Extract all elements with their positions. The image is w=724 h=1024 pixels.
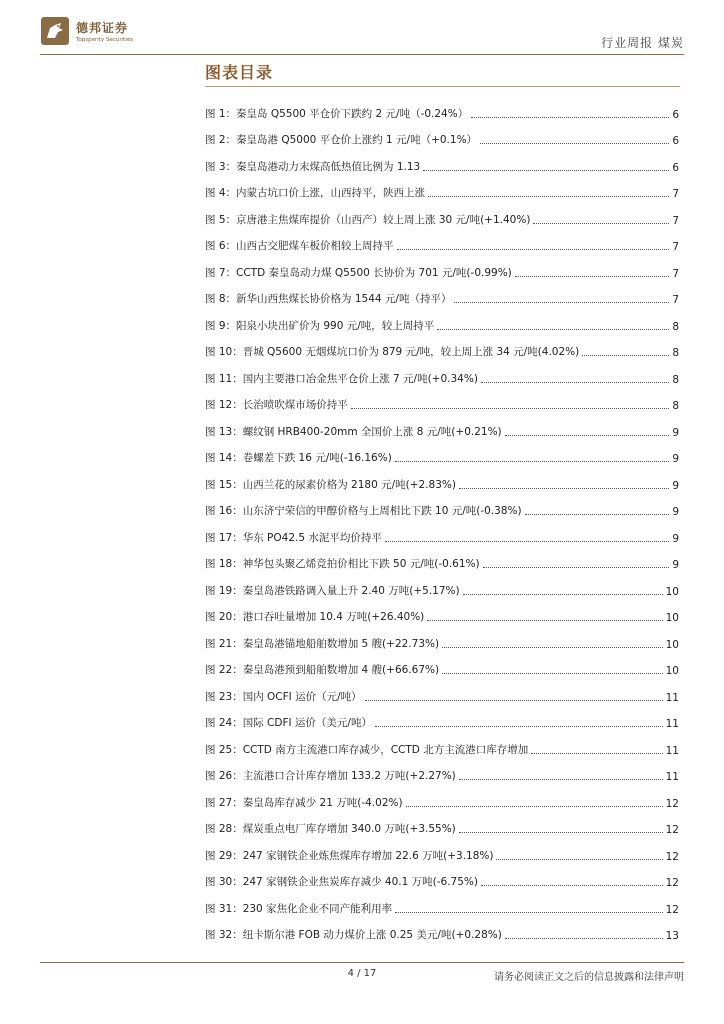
toc-entry-page[interactable]: 7 [672,241,679,253]
toc-dot-leader [375,726,663,727]
toc-entry-label[interactable]: 图 31：230 家焦化企业不同产能利用率 [205,902,393,915]
toc-entry-label[interactable]: 图 19：秦皇岛港铁路调入量上升 2.40 万吨(+5.17%) [205,584,460,597]
toc-entry-page[interactable]: 12 [665,850,679,863]
toc-dot-leader [406,806,663,807]
toc-entry-page[interactable]: 6 [672,161,679,174]
toc-entry-label[interactable]: 图 25：CCTD 南方主流港口库存减少，CCTD 北方主流港口库存增加 [205,743,529,756]
toc-dot-leader [533,223,669,224]
toc-dot-leader [428,196,669,197]
toc-entry-label[interactable]: 图 20：港口吞吐量增加 10.4 万吨(+26.40%) [205,611,425,623]
toc-entry-page[interactable]: 12 [665,903,679,916]
toc-entry-page[interactable]: 11 [665,691,679,704]
toc-dot-leader [463,594,663,595]
toc-entry[interactable] [205,174,679,201]
toc-entry-page[interactable]: 9 [672,532,679,545]
toc-entry[interactable] [205,465,679,492]
toc-entry[interactable] [205,598,679,625]
section-title: 图表目录 [205,63,274,82]
toc-entry-label[interactable]: 图 17：华东 PO42.5 水泥平均价持平 [205,531,382,544]
toc-entry-page[interactable]: 10 [665,585,679,598]
toc-entry-page[interactable]: 9 [672,506,679,518]
toc-dot-leader [480,143,669,144]
toc-dot-leader [423,170,669,171]
toc-dot-leader [505,938,663,939]
toc-entry-page[interactable]: 9 [672,426,679,439]
toc-entry[interactable] [205,94,679,121]
toc-entry[interactable] [205,306,679,333]
toc-entry[interactable] [205,147,679,174]
toc-entry[interactable] [205,359,679,386]
toc-dot-leader [437,329,669,330]
header-divider [40,54,684,55]
toc-entry-label[interactable]: 图 18：神华包头聚乙烯竞拍价相比下跌 50 元/吨(-0.61%) [205,558,480,570]
toc-entry[interactable] [205,889,679,916]
toc-entry[interactable] [205,545,679,572]
toc-entry[interactable] [205,386,679,413]
toc-entry[interactable] [205,412,679,439]
toc-entry-label[interactable]: 图 21：秦皇岛港锚地船舶数增加 5 艘(+22.73%) [205,637,440,650]
report-type-label: 行业周报 煤炭 [601,36,684,50]
toc-dot-leader [365,700,663,701]
toc-entry-label[interactable]: 图 28：煤炭重点电厂库存增加 340.0 万吨(+3.55%) [205,823,456,835]
toc-entry-label[interactable]: 图 4：内蒙古坑口价上涨，山西持平，陕西上涨 [205,187,426,199]
toc-dot-leader [395,461,670,462]
toc-dot-leader [531,753,662,754]
toc-dot-leader [481,885,663,886]
toc-entry[interactable] [205,518,679,545]
toc-entry-page[interactable]: 7 [672,214,679,227]
toc-entry[interactable] [205,200,679,227]
toc-dot-leader [471,117,669,118]
toc-entry-page[interactable]: 7 [672,267,679,280]
toc-entry[interactable] [205,730,679,757]
toc-entry-page[interactable]: 8 [672,373,679,386]
toc-entry-page[interactable]: 13 [665,930,679,942]
toc-entry-label[interactable]: 图 30：247 家钢铁企业焦炭库存减少 40.1 万吨(-6.75%) [205,876,478,888]
toc-entry-label[interactable]: 图 26：主流港口合计库存增加 133.2 万吨(+2.27%) [205,770,456,782]
toc-entry-page[interactable]: 10 [665,612,679,624]
toc-entry[interactable] [205,492,679,519]
toc-entry[interactable] [205,571,679,598]
logo-english-name: Topsperity Securities [76,37,134,43]
toc-entry[interactable] [205,677,679,704]
toc-entry-label[interactable]: 图 13：螺纹钢 HRB400-20mm 全国价上涨 8 元/吨(+0.21%) [205,425,502,438]
toc-entry-page[interactable]: 9 [672,559,679,571]
toc-entry-label[interactable]: 图 22：秦皇岛港预到船舶数增加 4 艘(+66.67%) [205,664,440,676]
company-logo [40,14,180,48]
toc-entry-label[interactable]: 图 1：秦皇岛 Q5500 平仓价下跌约 2 元/吨（-0.24%） [205,107,469,120]
toc-entry-label[interactable]: 图 8：新华山西焦煤长协价格为 1544 元/吨（持平） [205,293,452,305]
horse-logo-icon [40,16,70,46]
toc-entry-page[interactable]: 8 [672,320,679,333]
toc-dot-leader [496,859,662,860]
toc-entry-page[interactable]: 11 [665,744,679,757]
toc-dot-leader [442,647,663,648]
toc-entry[interactable] [205,439,679,466]
toc-entry[interactable] [205,810,679,837]
toc-entry-label[interactable]: 图 12：长治喷吹煤市场价持平 [205,399,348,411]
toc-entry-label[interactable]: 图 32：纽卡斯尔港 FOB 动力煤价上涨 0.25 美元/吨(+0.28%) [205,929,502,941]
toc-entry-label[interactable]: 图 29：247 家钢铁企业炼焦煤库存增加 22.6 万吨(+3.18%) [205,849,494,862]
toc-entry[interactable] [205,783,679,810]
toc-dot-leader [459,832,663,833]
toc-entry-label[interactable]: 图 23：国内 OCFI 运价（元/吨） [205,690,362,703]
footer-divider [40,962,684,963]
toc-entry[interactable] [205,916,679,943]
toc-entry-label[interactable]: 图 16：山东济宁荣信的甲醇价格与上周相比下跌 10 元/吨(-0.38%) [205,505,522,517]
toc-entry[interactable] [205,280,679,307]
toc-dot-leader [351,408,670,409]
toc-entry-page[interactable]: 11 [665,718,679,730]
toc-entry-page[interactable]: 7 [672,294,679,306]
toc-dot-leader [454,302,669,303]
toc-entry[interactable] [205,253,679,280]
toc-entry-label[interactable]: 图 5：京唐港主焦煤库提价（山西产）较上周上涨 30 元/吨(+1.40%) [205,213,531,226]
toc-dot-leader [442,673,663,674]
toc-dot-leader [397,249,670,250]
toc-entry-page[interactable]: 9 [672,479,679,492]
toc-entry-page[interactable]: 10 [665,665,679,677]
legal-disclaimer: 请务必阅读正文之后的信息披露和法律声明 [494,972,684,983]
toc-entry[interactable] [205,704,679,731]
page-number: 4 / 17 [347,968,377,979]
toc-dot-leader [459,488,669,489]
toc-entry-label[interactable]: 图 24：国际 CDFI 运价（美元/吨） [205,717,372,729]
toc-entry-label[interactable]: 图 9：阳泉小块出矿价为 990 元/吨，较上周持平 [205,319,435,332]
toc-entry-page[interactable]: 6 [672,108,679,121]
toc-dot-leader [483,567,670,568]
toc-entry[interactable] [205,836,679,863]
toc-entry[interactable] [205,121,679,148]
toc-entry-label[interactable]: 图 7：CCTD 秦皇岛动力煤 Q5500 长协价为 701 元/吨(-0.99%) [205,266,512,279]
toc-entry-label[interactable]: 图 15：山西兰花的尿素价格为 2180 元/吨(+2.83%) [205,478,456,491]
toc-entry[interactable] [205,757,679,784]
figure-table-of-contents [205,94,679,942]
logo-chinese-name: 德邦证券 [76,21,129,35]
toc-entry[interactable] [205,624,679,651]
toc-entry-page[interactable]: 12 [665,877,679,889]
toc-entry[interactable] [205,333,679,360]
page-header [0,0,724,60]
toc-entry[interactable] [205,863,679,890]
toc-dot-leader [385,541,669,542]
toc-entry-page[interactable]: 12 [665,824,679,836]
toc-dot-leader [505,435,670,436]
toc-entry-label[interactable]: 图 14：卷螺差下跌 16 元/吨(-16.16%) [205,452,392,464]
toc-entry-page[interactable]: 7 [672,188,679,200]
toc-dot-leader [582,355,669,356]
toc-entry-label[interactable]: 图 10：晋城 Q5600 无烟煤坑口价为 879 元/吨，较上周上涨 34 元/吨(4.02%) [205,346,580,358]
toc-entry[interactable] [205,651,679,678]
toc-dot-leader [459,779,663,780]
toc-entry-label[interactable]: 图 27：秦皇岛库存减少 21 万吨(-4.02%) [205,796,403,809]
toc-entry-label[interactable]: 图 6：山西古交肥煤车板价相较上周持平 [205,240,394,252]
toc-entry-page[interactable]: 12 [665,797,679,810]
toc-dot-leader [525,514,670,515]
toc-entry-label[interactable]: 图 11：国内主要港口冶金焦平仓价上涨 7 元/吨(+0.34%) [205,372,478,385]
toc-entry-page[interactable]: 8 [672,400,679,412]
toc-dot-leader [515,276,670,277]
toc-dot-leader [395,912,663,913]
toc-entry-page[interactable]: 6 [672,135,679,147]
toc-entry-page[interactable]: 8 [672,347,679,359]
toc-entry-page[interactable]: 11 [665,771,679,783]
toc-dot-leader [481,382,669,383]
title-divider [205,86,680,87]
toc-dot-leader [427,620,662,621]
toc-entry-label[interactable]: 图 2：秦皇岛港 Q5000 平仓价上涨约 1 元/吨（+0.1%） [205,134,478,146]
toc-entry-page[interactable]: 9 [672,453,679,465]
toc-entry-page[interactable]: 10 [665,638,679,651]
toc-entry-label[interactable]: 图 3：秦皇岛港动力末煤高低热值比例为 1.13 [205,160,421,173]
toc-entry[interactable] [205,227,679,254]
